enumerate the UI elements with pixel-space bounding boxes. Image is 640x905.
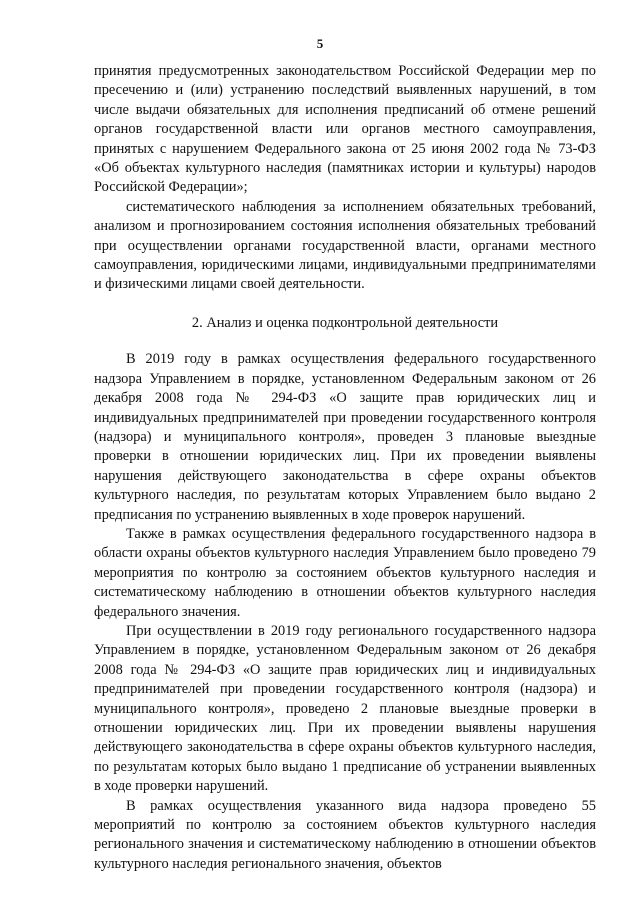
paragraph-federal-monitoring: Также в рамках осуществления федерального государственного надзора в области охраны объектов культурного наследия Управлением было проведено 79 мероприятия по контролю за состоянием объектов культурного наследия и систематическому наблюдению в отношении объектов культурного наследия федерального значения. — [94, 525, 596, 620]
page-number: 5 — [316, 36, 324, 51]
paragraph-federal-inspections: В 2019 году в рамках осуществления федерального государственного надзора Управлением в порядке, установленном Федеральным законом от 26 декабря 2008 года № 294-ФЗ «О защите прав юридических лиц и индивидуальных предпринимателей при проведении государственного контроля (надзора) и муниципального контроля», проведен 3 плановые выездные проверки в отношении юридических лиц. При их проведении выявлены нарушения действующего законодательства в сфере охраны объектов культурного наследия, по результатам которых Управлением было выдано 2 предписания по устранению выявленных в ходе проверок нарушений. — [94, 351, 596, 523]
paragraph-regional-inspections: При осуществлении в 2019 году регионального государственного надзора Управлением в порядке, установленном Федеральным законом от 26 декабря 2008 года № 294-ФЗ «О защите прав юридических лиц и индивидуальных предпринимателей при проведении государственного контроля (надзора) и муниципального контроля», проведено 2 плановые выездные проверки в отношении юридических лиц. При их проведении выявлены нарушения действующего законодательства в сфере охраны объектов культурного наследия, по результатам которых было выдано 1 предписание об устранении выявленных в ходе проверки нарушений. — [94, 622, 596, 795]
document-body — [94, 62, 596, 874]
paragraph-regional-monitoring: В рамках осуществления указанного вида надзора проведено 55 мероприятий по контролю за состоянием объектов культурного наследия регионального значения и систематическому наблюдению в отношении объектов культурного наследия регионального значения, объектов — [94, 797, 596, 872]
paragraph-systematic-observation: систематического наблюдения за исполнением обязательных требований, анализом и прогнозированием состояния исполнения обязательных требований при осуществлении органами государственной власти, органами местного самоуправления, юридическими лицами, индивидуальными предпринимателями и физическими лицами своей деятельности. — [94, 198, 596, 293]
paragraph-continuation: принятия предусмотренных законодательством Российской Федерации мер по пресечению и (или) устранению последствий выявленных нарушений, в том числе выдачи обязательных для исполнения предписаний об отмене решений органов государственной власти или органов местного самоуправления, принятых с нарушением Федерального закона от 25 июня 2002 года № 73-ФЗ «Об объектах культурного наследия (памятниках истории и культуры) народов Российской Федерации»; — [94, 63, 596, 196]
section-heading: 2. Анализ и оценка подконтрольной деятельности — [191, 314, 499, 331]
